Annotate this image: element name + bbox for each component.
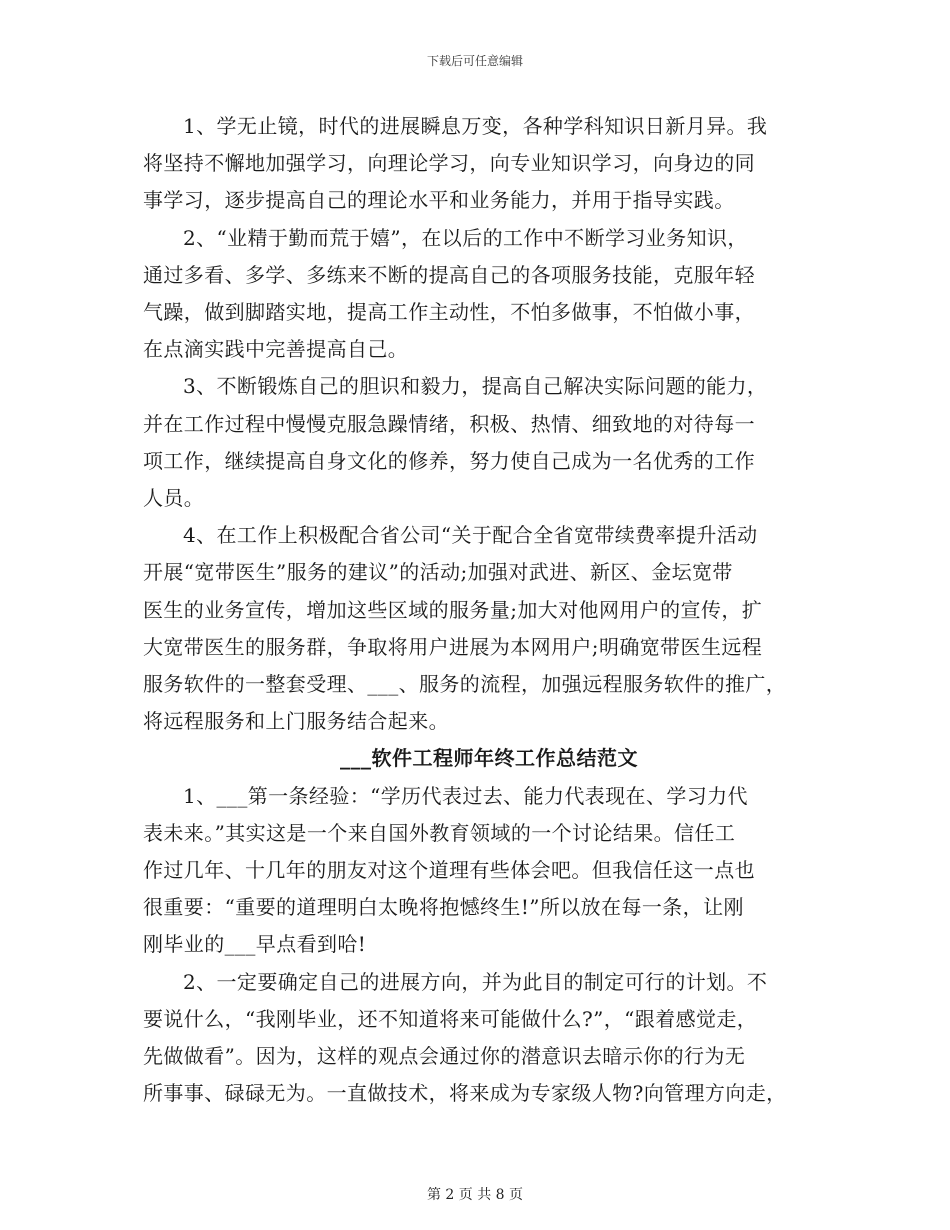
paragraph: [143, 368, 811, 517]
paragraph-line: 开展“宽带医生”服务的建议”的活动;加强对武进、新区、金坛宽带: [143, 560, 733, 585]
paragraph-line: 医生的业务宣传，增加这些区域的服务量;加大对他网用户的宣传，扩: [143, 597, 763, 622]
paragraph-line: 刚毕业的___早点看到哈!: [143, 932, 367, 957]
page-footer: 第 2 页 共 8 页: [426, 1187, 524, 1203]
paragraph: [143, 108, 811, 220]
paragraph-line: 项工作，继续提高自身文化的修养，努力使自己成为一名优秀的工作: [143, 448, 755, 473]
paragraph-line: 大宽带医生的服务群，争取将用户进展为本网用户;明确宽带医生远程: [143, 634, 763, 659]
paragraph-line: 将远程服务和上门服务结合起来。: [143, 709, 449, 734]
paragraph-line: 先做做看”。因为，这样的观点会通过你的潜意识去暗示你的行为无: [143, 1044, 746, 1069]
paragraph: [143, 778, 811, 964]
paragraph: [143, 964, 811, 1113]
paragraph-line: 要说什么，“我刚毕业，还不知道将来可能做什么?”，“跟着感觉走，: [143, 1006, 758, 1031]
paragraph: [143, 220, 811, 369]
paragraph-line: 所事事、碌碌无为。一直做技术，将来成为专家级人物?向管理方向走，: [143, 1081, 787, 1106]
paragraph-line: 服务软件的一整套受理、___、服务的流程，加强远程服务软件的推广，: [143, 672, 787, 697]
paragraph-line: 并在工作过程中慢慢克服急躁情绪，积极、热情、细致地的对待每一: [143, 411, 755, 436]
paragraph-line: 2、一定要确定自己的进展方向，并为此目的制定可行的计划。不: [183, 969, 768, 994]
paragraph-line: 2、“业精于勤而荒于嬉”，在以后的工作中不断学习业务知识，: [183, 225, 748, 250]
paragraph-line: 表未来。”其实这是一个来自国外教育领域的一个讨论结果。信任工: [143, 820, 736, 845]
paragraph-line: 人员。: [143, 486, 205, 511]
paragraph-line: 气躁，做到脚踏实地，提高工作主动性，不怕多做事，不怕做小事，: [143, 300, 755, 325]
section-title: ___软件工程师年终工作总结范文: [340, 746, 638, 771]
section-work-plan: [143, 108, 811, 740]
page-header: 下载后可任意编辑: [426, 54, 523, 68]
paragraph-line: 通过多看、多学、多练来不断的提高自己的各项服务技能，克服年轻: [143, 262, 755, 287]
paragraph-line: 事学习，逐步提高自己的理论水平和业务能力，并用于指导实践。: [143, 188, 735, 213]
document-body: [143, 108, 811, 1112]
paragraph-line: 4、在工作上积极配合省公司“关于配合全省宽带续费率提升活动: [183, 523, 758, 548]
paragraph-line: 将坚持不懈地加强学习，向理论学习，向专业知识学习，向身边的同: [143, 151, 755, 176]
paragraph-line: 在点滴实践中完善提高自己。: [143, 337, 409, 362]
section-software-engineer-summary: [143, 778, 811, 1113]
paragraph-line: 1、___第一条经验：“学历代表过去、能力代表现在、学习力代: [183, 783, 748, 808]
paragraph-line: 3、不断锻炼自己的胆识和毅力，提高自己解决实际问题的能力，: [183, 374, 768, 399]
paragraph-line: 作过几年、十几年的朋友对这个道理有些体会吧。但我信任这一点也: [143, 858, 755, 883]
paragraph-line: 很重要：“重要的道理明白太晚将抱憾终生!”所以放在每一条，让刚: [143, 895, 744, 920]
paragraph: [143, 517, 811, 740]
paragraph-line: 1、学无止镜，时代的进展瞬息万变，各种学科知识日新月异。我: [183, 114, 768, 138]
